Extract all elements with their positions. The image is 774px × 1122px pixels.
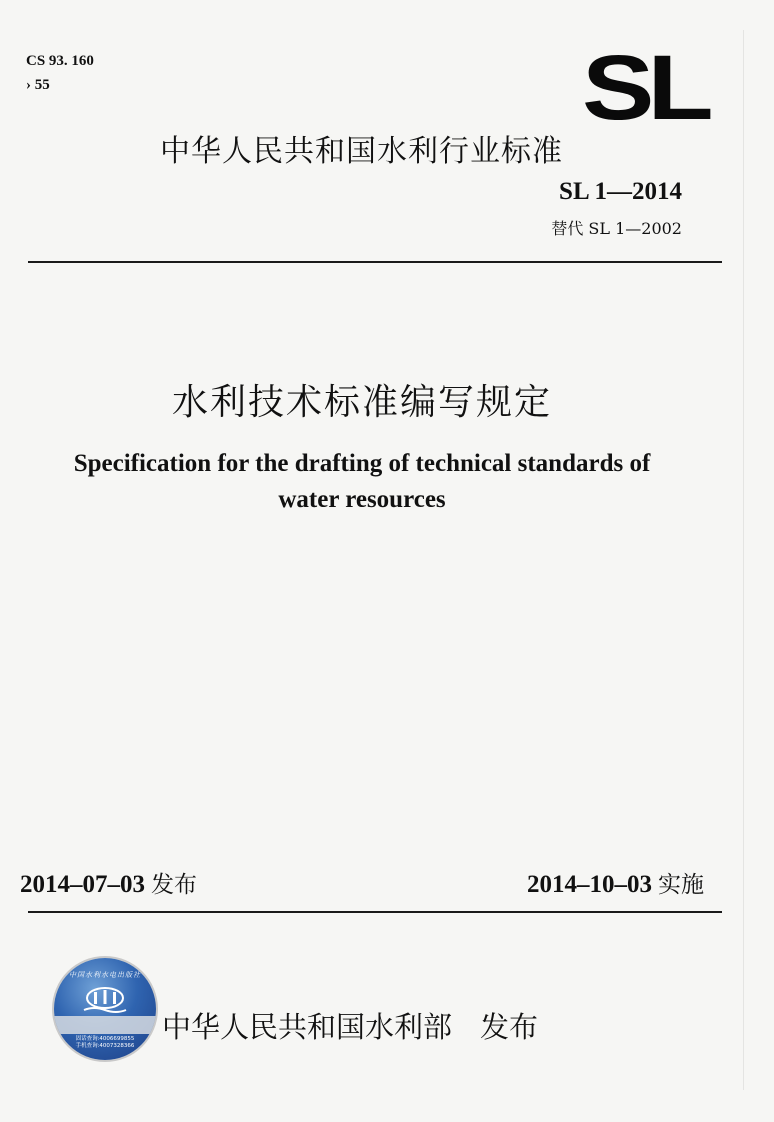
implement-label: 实施 [658,872,704,898]
title-english-line-2: water resources [278,486,446,513]
title-english [0,446,724,518]
seal-publisher-text: 中国水利水电出版社 [69,971,141,979]
issue-label: 发布 [151,872,197,898]
ccs-code: › 55 [26,77,50,93]
seal-phone-2: 手机查询:4007328366 [75,1043,135,1049]
implement-date: 2014–10–03 [527,871,652,898]
publisher-line [162,1005,538,1046]
page-edge-line [743,30,744,1090]
publish-label: 发布 [480,1010,539,1044]
issue-date-block [20,866,197,899]
implement-date-block [527,866,704,899]
standard-number: SL 1—2014 [559,178,682,205]
title-chinese: 水利技术标准编写规定 [171,382,552,423]
issue-date: 2014–07–03 [20,871,145,898]
title-english-line-1: Specification for the drafting of technical standards of [73,450,651,477]
publisher-name: 中华人民共和国水利部 [162,1010,453,1044]
seal-phone-1: 固话查询:4006699855 [75,1036,135,1042]
bottom-divider [28,911,722,913]
sl-logo: SL [582,37,707,139]
top-divider [28,261,722,263]
replaces-standard: 替代 SL 1—2002 [551,219,682,238]
ics-code: CS 93. 160 [26,53,94,69]
anti-counterfeit-seal [54,958,156,1060]
industry-standard-heading: 中华人民共和国水利行业标准 [160,134,563,169]
classification-codes [26,52,94,94]
